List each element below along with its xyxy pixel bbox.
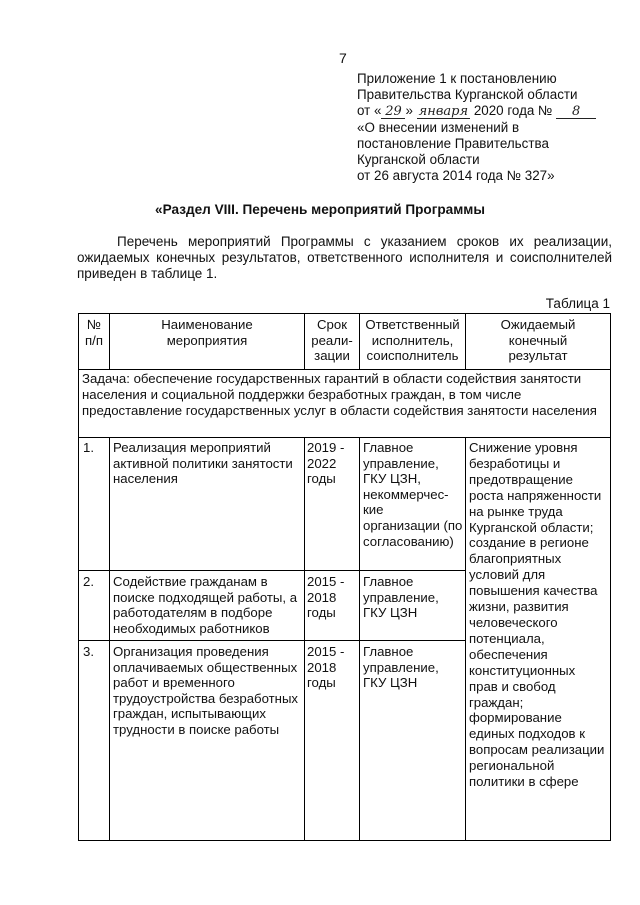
table-rule (109, 437, 110, 841)
appendix-line-4: «О внесении изменений в (357, 119, 520, 135)
row-2-name: Содействие гражданам в поиске подходящей работы, а работодателям в подборе необходимых работников (113, 574, 298, 636)
page-number: 7 (339, 50, 347, 66)
table-rule (359, 437, 360, 841)
table-rule (79, 437, 610, 438)
header-name: Наименование мероприятия (161, 317, 253, 348)
date-year: 2020 года № (473, 103, 553, 119)
date-prefix: от « (357, 103, 382, 119)
table-rule (304, 437, 305, 841)
header-result: Ожидаемый конечный результат (500, 317, 576, 364)
appendix-line-6: Курганской области (357, 152, 480, 168)
header-term: Срок реали-зации (311, 317, 353, 364)
row-1-term: 2019 - 2022 годы (307, 440, 345, 487)
row-2-term: 2015 - 2018 годы (307, 574, 345, 621)
table-rule (304, 314, 305, 369)
row-3-term: 2015 - 2018 годы (307, 644, 345, 691)
table-label: Таблица 1 (545, 296, 610, 311)
header-responsible: Ответственный исполнитель, соисполнитель (365, 317, 460, 364)
row-2-num: 2. (83, 574, 94, 589)
handwritten-number: 8 (556, 105, 596, 119)
row-1-name: Реализация мероприятий активной политики занятости населения (113, 440, 293, 487)
expected-result: Снижение уровня безработицы и предотвращение роста напряженности на рынке труда Курганской области; создание в регионе благоприятных условий для повышения качества жизни, развития человеческого потенциала, обеспечения конституционных прав и свобод граждан; формирование единых подходов к вопросам реализации региональной политики в сфере (469, 440, 605, 790)
handwritten-day: 29 (381, 105, 405, 119)
intro-paragraph: Перечень мероприятий Программы с указанием сроков их реализации, ожидаемых конечных результатов, ответственного исполнителя и соисполнителей приведен в таблице 1. (77, 234, 612, 281)
row-3-num: 3. (83, 644, 94, 659)
appendix-date-line (357, 103, 627, 119)
appendix-block (357, 71, 627, 184)
table-rule (465, 314, 466, 369)
row-1-responsible: Главное управление, ГКУ ЦЗН, некоммерчес-кие организации (по согласованию) (363, 440, 463, 549)
table-rule (109, 314, 110, 369)
appendix-line-5: постановление Правительства (357, 135, 549, 151)
row-3-name: Организация проведения оплачиваемых общественных работ и временного трудоустройства безработных граждан, испытывающих трудности в поиске работы (113, 644, 299, 737)
table-rule (79, 640, 465, 641)
task-row: Задача: обеспечение государственных гарантий в области содействия занятости населения и социальной поддержки безработных граждан, в том числе предоставление государственных услуг в области содействия занятости населения (82, 371, 597, 419)
appendix-line-7: от 26 августа 2014 года № 327» (357, 168, 555, 184)
row-2-responsible: Главное управление, ГКУ ЦЗН (363, 574, 439, 621)
section-title: «Раздел VIII. Перечень мероприятий Программы (155, 202, 485, 217)
row-3-responsible: Главное управление, ГКУ ЦЗН (363, 644, 439, 691)
table-rule (465, 437, 466, 841)
row-1-num: 1. (83, 440, 94, 455)
appendix-line-1: Приложение 1 к постановлению (357, 71, 557, 86)
table-rule (79, 369, 610, 370)
handwritten-month: января (418, 104, 469, 120)
appendix-line-2: Правительства Курганской области (357, 87, 578, 103)
table-rule (359, 314, 360, 369)
header-num: № п/п (85, 317, 103, 348)
date-quote-close: » (405, 103, 413, 119)
table-rule (79, 570, 465, 571)
measures-table (78, 313, 611, 841)
